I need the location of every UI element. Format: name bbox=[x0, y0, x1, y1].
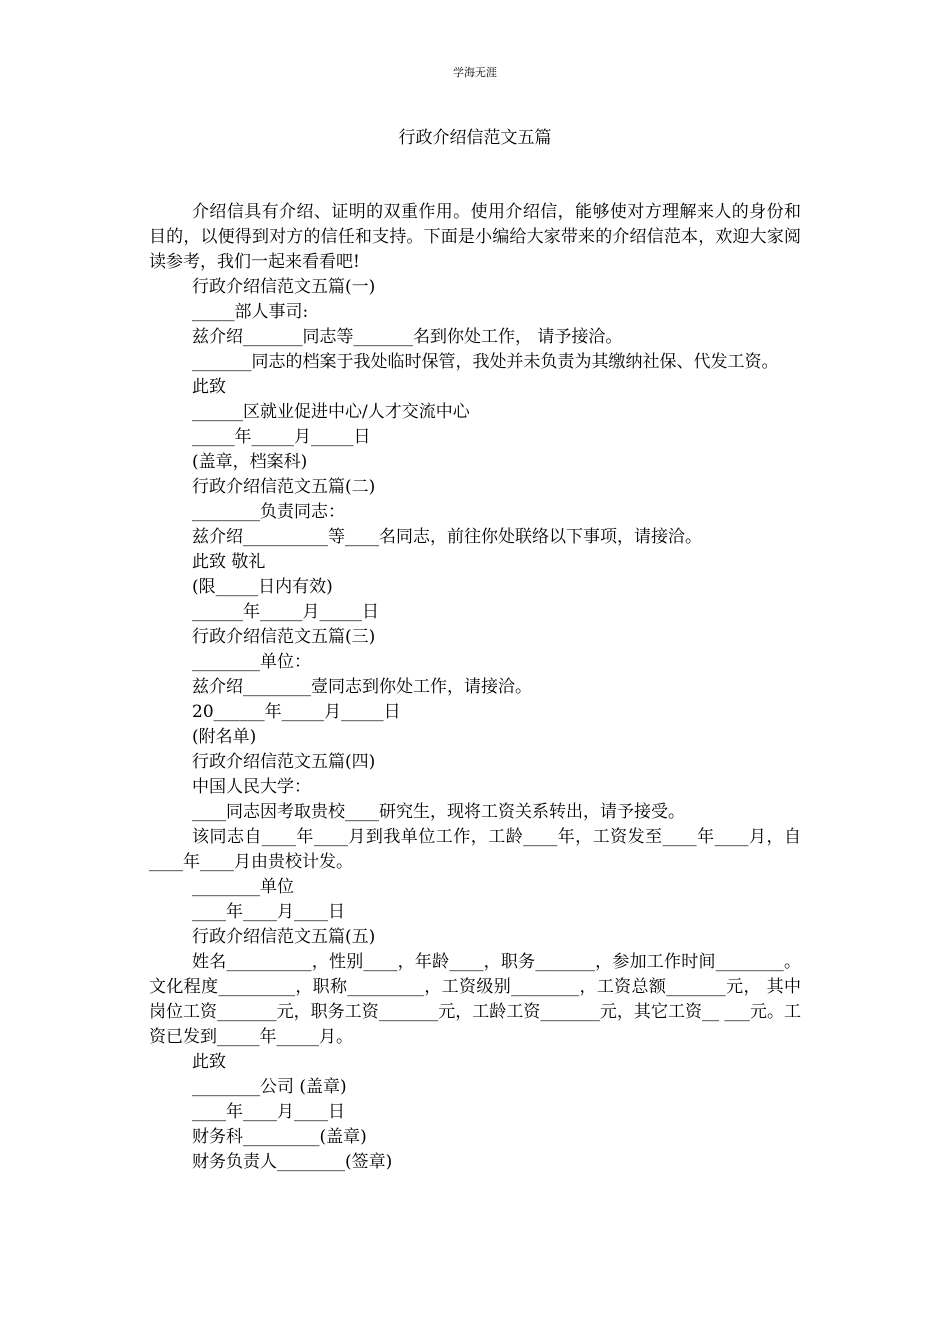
document-body bbox=[149, 200, 801, 1175]
letter-line: _______同志的档案于我处临时保管，我处并未负责为其缴纳社保、代发工资。 bbox=[192, 352, 779, 372]
section-heading-1: 行政介绍信范文五篇(一) bbox=[192, 277, 376, 297]
letter-line: 该同志自____年____月到我单位工作，工龄____年，工资发至____年____月，自____年____月由贵校计发。 bbox=[149, 827, 801, 872]
letter-line: ____年____月____日 bbox=[192, 902, 345, 922]
letter-line: 此致 bbox=[192, 377, 226, 397]
letter-line: 兹介绍__________等____名同志，前往你处联络以下事项，请接洽。 bbox=[192, 527, 702, 547]
letter-line: 此致 bbox=[192, 1052, 226, 1072]
letter-line: _____部人事司: bbox=[192, 302, 309, 322]
document-title: 行政介绍信范文五篇 bbox=[398, 128, 552, 148]
letter-line: (限_____日内有效) bbox=[192, 577, 333, 597]
letter-line: ________负责同志： bbox=[192, 502, 345, 522]
section-heading-4: 行政介绍信范文五篇(四) bbox=[192, 752, 376, 772]
letter-line: ______区就业促进中心/人才交流中心 bbox=[192, 402, 470, 422]
letter-line: 中国人民大学： bbox=[192, 777, 311, 797]
section-heading-3: 行政介绍信范文五篇(三) bbox=[192, 627, 376, 647]
letter-line: _____年_____月_____日 bbox=[192, 427, 371, 447]
letter-line: 财务负责人________(签章) bbox=[192, 1152, 393, 1172]
intro-paragraph: 介绍信具有介绍、证明的双重作用。使用介绍信，能够使对方理解来人的身份和目的，以便得到对方的信任和支持。下面是小编给大家带来的介绍信范本，欢迎大家阅读参考，我们一起来看看吧! bbox=[149, 202, 801, 272]
letter-line: ____年____月____日 bbox=[192, 1102, 345, 1122]
letter-line: (盖章，档案科) bbox=[192, 452, 308, 472]
letter-line: ________单位： bbox=[192, 652, 311, 672]
letter-line: 财务科_________(盖章) bbox=[192, 1127, 367, 1147]
letter-line: ______年_____月_____日 bbox=[192, 602, 379, 622]
letter-line: ________公司 (盖章) bbox=[192, 1077, 347, 1097]
section-heading-5: 行政介绍信范文五篇(五) bbox=[192, 927, 376, 947]
page-header: 学海无涯 bbox=[453, 66, 497, 79]
letter-line: ________单位 bbox=[192, 877, 294, 897]
letter-line: 兹介绍_______同志等_______名到你处工作， 请予接洽。 bbox=[192, 327, 623, 347]
letter-line: 兹介绍________壹同志到你处工作，请接洽。 bbox=[192, 677, 532, 697]
letter-line: 姓名__________，性别____，年龄____，职务_______，参加工作时间________。 文化程度_________，职称_________，工资级别________，工资总额_______元， 其中岗位工资_______元，职务工资_______元，工龄工资_______元，其它工资__ ___元。工资已发到_____年_____月。 bbox=[149, 952, 801, 1047]
section-heading-2: 行政介绍信范文五篇(二) bbox=[192, 477, 376, 497]
letter-line: 此致 敬礼 bbox=[192, 552, 266, 572]
letter-line: (附名单) bbox=[192, 727, 257, 747]
letter-line: ____同志因考取贵校____研究生，现将工资关系转出，请予接受。 bbox=[192, 802, 685, 822]
letter-line: 20______年_____月_____日 bbox=[192, 702, 401, 722]
